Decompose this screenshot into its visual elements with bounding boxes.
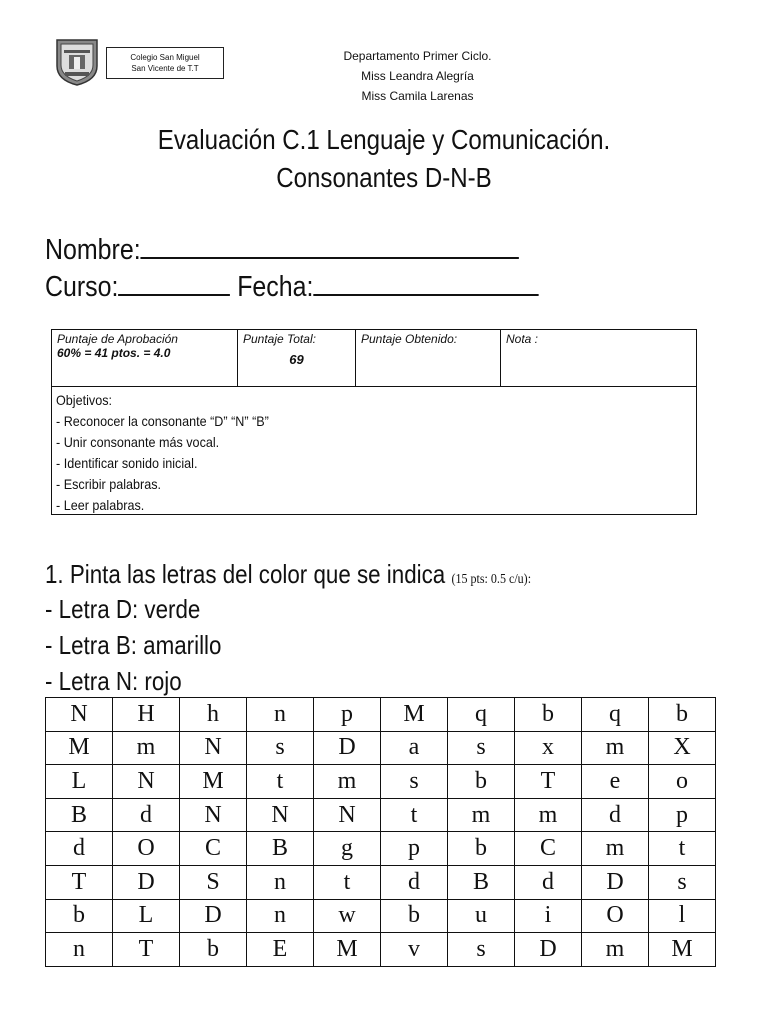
letter-cell[interactable]: L [46, 765, 113, 799]
objective-item: - Unir consonante más vocal. [56, 434, 220, 450]
letter-cell[interactable]: m [515, 798, 582, 832]
letter-cell[interactable]: D [180, 899, 247, 933]
letter-cell[interactable]: D [113, 865, 180, 899]
letter-cell[interactable]: o [649, 765, 716, 799]
letter-cell[interactable]: e [582, 765, 649, 799]
letter-cell[interactable]: n [46, 933, 113, 967]
letter-cell[interactable]: b [515, 698, 582, 732]
letter-cell[interactable]: d [46, 832, 113, 866]
letter-cell[interactable]: d [515, 865, 582, 899]
grid-row [46, 832, 716, 866]
letter-cell[interactable]: N [46, 698, 113, 732]
letter-cell[interactable]: s [381, 765, 448, 799]
letter-cell[interactable]: g [314, 832, 381, 866]
letter-cell[interactable]: X [649, 731, 716, 765]
obtained-cell[interactable] [356, 330, 501, 386]
exam-subtitle: Consonantes D-N-B [276, 162, 492, 193]
instruction-points: (15 pts: 0.5 c/u): [451, 572, 532, 587]
letter-cell[interactable]: b [448, 765, 515, 799]
teacher-1: Miss Leandra Alegría [361, 69, 474, 83]
grid-row [46, 865, 716, 899]
letter-cell[interactable]: d [113, 798, 180, 832]
nombre-line[interactable] [141, 233, 519, 259]
curso-line[interactable] [118, 270, 230, 296]
objectives-heading: Objetivos: [56, 392, 113, 408]
letter-cell[interactable]: D [582, 865, 649, 899]
letter-cell[interactable]: b [448, 832, 515, 866]
fecha-line[interactable] [313, 270, 538, 296]
department-name: Departamento Primer Ciclo. [343, 49, 492, 63]
letter-cell[interactable]: u [448, 899, 515, 933]
nombre-field[interactable] [45, 233, 519, 267]
letter-cell[interactable]: q [448, 698, 515, 732]
letter-cell[interactable]: E [247, 933, 314, 967]
approval-label: Puntaje de Aprobación [57, 332, 178, 346]
letter-cell[interactable]: h [180, 698, 247, 732]
letter-cell[interactable]: m [113, 731, 180, 765]
letter-cell[interactable]: L [113, 899, 180, 933]
letter-cell[interactable]: T [46, 865, 113, 899]
score-table [51, 329, 697, 515]
letter-cell[interactable]: M [649, 933, 716, 967]
letter-cell[interactable]: s [247, 731, 314, 765]
grid-row [46, 933, 716, 967]
letter-cell[interactable]: O [113, 832, 180, 866]
letter-cell[interactable]: a [381, 731, 448, 765]
teacher-2: Miss Camila Larenas [361, 89, 474, 103]
letter-cell[interactable]: n [247, 865, 314, 899]
letter-cell[interactable]: C [180, 832, 247, 866]
letter-cell[interactable]: M [381, 698, 448, 732]
total-value: 69 [289, 352, 304, 367]
grid-row [46, 798, 716, 832]
objective-item: - Identificar sonido inicial. [56, 455, 198, 471]
letter-cell[interactable]: N [314, 798, 381, 832]
letter-cell[interactable]: T [515, 765, 582, 799]
letter-cell[interactable]: D [314, 731, 381, 765]
letter-cell[interactable]: p [314, 698, 381, 732]
school-name-box [106, 47, 224, 79]
instruction-letter-b: - Letra B: amarillo [45, 630, 222, 660]
letter-cell[interactable]: N [247, 798, 314, 832]
letter-cell[interactable]: t [247, 765, 314, 799]
letter-cell[interactable]: d [582, 798, 649, 832]
letter-cell[interactable]: H [113, 698, 180, 732]
approval-value: 60% = 41 ptos. = 4.0 [57, 346, 171, 360]
letter-cell[interactable]: O [582, 899, 649, 933]
letter-cell[interactable]: t [381, 798, 448, 832]
letter-cell[interactable]: T [113, 933, 180, 967]
department-info [250, 46, 585, 106]
letter-cell[interactable]: v [381, 933, 448, 967]
letter-cell[interactable]: S [180, 865, 247, 899]
grade-label: Nota : [506, 332, 539, 346]
letter-cell[interactable]: p [381, 832, 448, 866]
letter-cell[interactable]: t [314, 865, 381, 899]
letter-cell[interactable]: M [180, 765, 247, 799]
total-cell [238, 330, 356, 386]
instruction-text: 1. Pinta las letras del color que se indica [45, 559, 452, 589]
fecha-label: Fecha: [237, 271, 314, 303]
instruction-letter-n: - Letra N: rojo [45, 666, 182, 696]
letter-cell[interactable]: m [314, 765, 381, 799]
letter-cell[interactable]: b [180, 933, 247, 967]
exam-title: Evaluación C.1 Lenguaje y Comunicación. [157, 124, 611, 155]
letter-cell[interactable]: B [46, 798, 113, 832]
letter-cell[interactable]: x [515, 731, 582, 765]
letter-cell[interactable]: b [46, 899, 113, 933]
letter-cell[interactable]: m [582, 731, 649, 765]
letter-cell[interactable]: s [448, 933, 515, 967]
letter-cell[interactable]: N [180, 731, 247, 765]
instruction-letter-d: - Letra D: verde [45, 594, 201, 624]
letter-cell[interactable]: s [448, 731, 515, 765]
total-label: Puntaje Total: [243, 332, 316, 346]
letter-cell[interactable]: l [649, 899, 716, 933]
letter-cell[interactable]: n [247, 899, 314, 933]
grid-row [46, 731, 716, 765]
curso-label: Curso: [45, 271, 119, 303]
letter-cell[interactable]: N [113, 765, 180, 799]
curso-fecha-row [45, 270, 539, 304]
objective-item: - Escribir palabras. [56, 476, 162, 492]
grade-cell[interactable] [501, 330, 696, 386]
letter-cell[interactable]: m [582, 933, 649, 967]
objectives-list [56, 390, 269, 516]
score-row [52, 330, 696, 387]
letter-cell[interactable]: t [649, 832, 716, 866]
letter-cell[interactable]: C [515, 832, 582, 866]
letter-cell[interactable]: D [515, 933, 582, 967]
letter-cell[interactable]: w [314, 899, 381, 933]
objective-item: - Reconocer la consonante “D” “N” “B” [56, 413, 269, 429]
school-name: Colegio San Miguel [130, 53, 200, 62]
letter-cell[interactable]: b [649, 698, 716, 732]
approval-cell [52, 330, 238, 386]
letter-cell[interactable]: p [649, 798, 716, 832]
objective-item: - Leer palabras. [56, 497, 145, 513]
grid-row [46, 899, 716, 933]
letter-cell[interactable]: n [247, 698, 314, 732]
letter-cell[interactable]: d [381, 865, 448, 899]
letter-cell[interactable]: q [582, 698, 649, 732]
letter-cell[interactable]: m [582, 832, 649, 866]
letter-cell[interactable]: i [515, 899, 582, 933]
instruction-1 [45, 559, 531, 590]
letter-cell[interactable]: m [448, 798, 515, 832]
letter-cell[interactable]: N [180, 798, 247, 832]
school-location: San Vicente de T.T [131, 64, 199, 73]
letter-cell[interactable]: s [649, 865, 716, 899]
letter-cell[interactable]: M [314, 933, 381, 967]
letter-grid [45, 697, 716, 967]
nombre-label: Nombre: [45, 234, 141, 266]
letter-cell[interactable]: b [381, 899, 448, 933]
obtained-label: Puntaje Obtenido: [361, 332, 458, 346]
grid-row [46, 698, 716, 732]
letter-cell[interactable]: B [247, 832, 314, 866]
letter-cell[interactable]: B [448, 865, 515, 899]
school-logo [55, 36, 99, 86]
grid-row [46, 765, 716, 799]
letter-cell[interactable]: M [46, 731, 113, 765]
